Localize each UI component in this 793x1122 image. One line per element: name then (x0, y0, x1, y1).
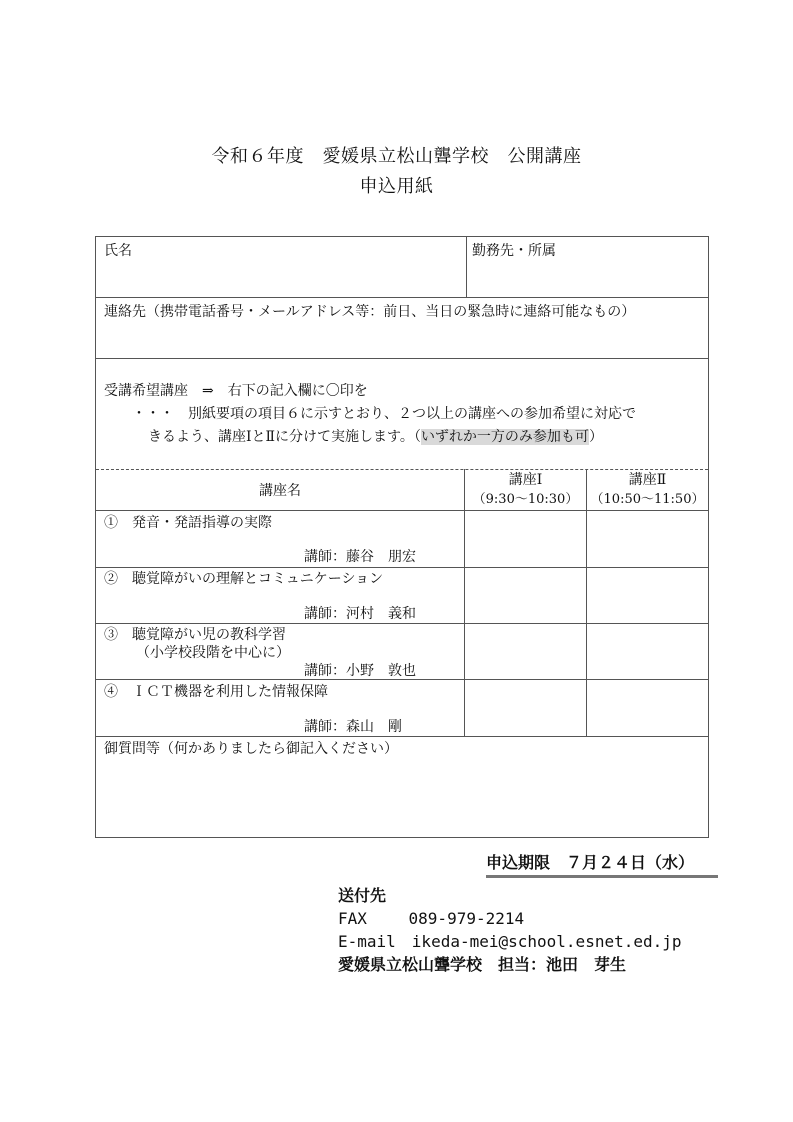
course-title: ③ 聴覚障がい児の教科学習 (104, 627, 286, 643)
col-divider (466, 237, 467, 297)
course2-time: （10:50～11:50） (590, 492, 705, 507)
course-title: ② 聴覚障がいの理解とコミュニケーション (104, 571, 384, 587)
course-name-header: 講座名 (259, 483, 301, 499)
questions-label: 御質問等（何かありましたら御記入ください） (104, 741, 398, 757)
affiliation-label: 勤務先・所属 (472, 243, 556, 259)
col-divider (464, 469, 465, 736)
contact-fax: FAX 089-979-2214 (338, 909, 525, 928)
course-lecturer: 講師：森山 剛 (304, 719, 402, 735)
course-subtitle: （小学校段階を中心に） (136, 645, 290, 661)
highlighted-note: いずれか一方のみ参加も可 (420, 429, 589, 445)
contact-label: 連絡先（携帯電話番号・メールアドレス等：前日、当日の緊急時に連絡可能なもの） (104, 304, 636, 320)
row-divider (96, 358, 708, 359)
document-title: 令和６年度 愛媛県立松山聾学校 公開講座 (211, 146, 582, 167)
course-lecturer: 講師：河村 義和 (304, 606, 416, 622)
contact-field[interactable] (96, 323, 708, 357)
row-divider (96, 297, 708, 298)
preference-note-cont: きるよう、講座ⅠとⅡに分けて実施します。（いずれか一方のみ参加も可） (148, 429, 603, 445)
application-deadline: 申込期限 ７月２４日（水） (486, 850, 718, 878)
preference-note: ・・・ 別紙要項の項目６に示すとおり、２つ以上の講座への参加希望に対応で (132, 406, 636, 422)
course2-check-cell[interactable] (588, 624, 707, 678)
contact-email: E-mail ikeda-mei@school.esnet.ed.jp (338, 932, 682, 951)
course2-check-cell[interactable] (588, 680, 707, 735)
document-subtitle: 申込用紙 (359, 176, 434, 197)
preference-heading: 受講希望講座 ⇒ 右下の記入欄に〇印を (104, 383, 368, 399)
course-title: ① 発音・発語指導の実際 (104, 515, 272, 531)
application-form (95, 236, 709, 838)
course-lecturer: 講師：藤谷 朋宏 (304, 549, 416, 565)
questions-field[interactable] (96, 761, 708, 837)
contact-school: 愛媛県立松山聾学校 担当：池田 芽生 (338, 955, 627, 974)
name-label: 氏名 (104, 243, 132, 259)
affiliation-field[interactable] (468, 261, 706, 296)
course-title: ④ ＩＣＴ機器を利用した情報保障 (104, 684, 328, 700)
course2-check-cell[interactable] (588, 511, 707, 566)
course2-check-cell[interactable] (588, 568, 707, 622)
course1-check-cell[interactable] (466, 680, 585, 735)
course1-check-cell[interactable] (466, 511, 585, 566)
name-field[interactable] (96, 261, 464, 296)
contact-heading: 送付先 (338, 886, 387, 905)
course1-header: 講座Ⅰ (508, 472, 543, 488)
col-divider (586, 469, 587, 736)
course2-header: 講座Ⅱ (628, 472, 667, 488)
course-lecturer: 講師：小野 敦也 (304, 663, 416, 679)
row-divider (96, 736, 708, 737)
course1-time: （9:30～10:30） (472, 492, 579, 507)
contact-block (338, 884, 682, 976)
course1-check-cell[interactable] (466, 624, 585, 678)
course1-check-cell[interactable] (466, 568, 585, 622)
row-divider-dashed (96, 469, 708, 470)
